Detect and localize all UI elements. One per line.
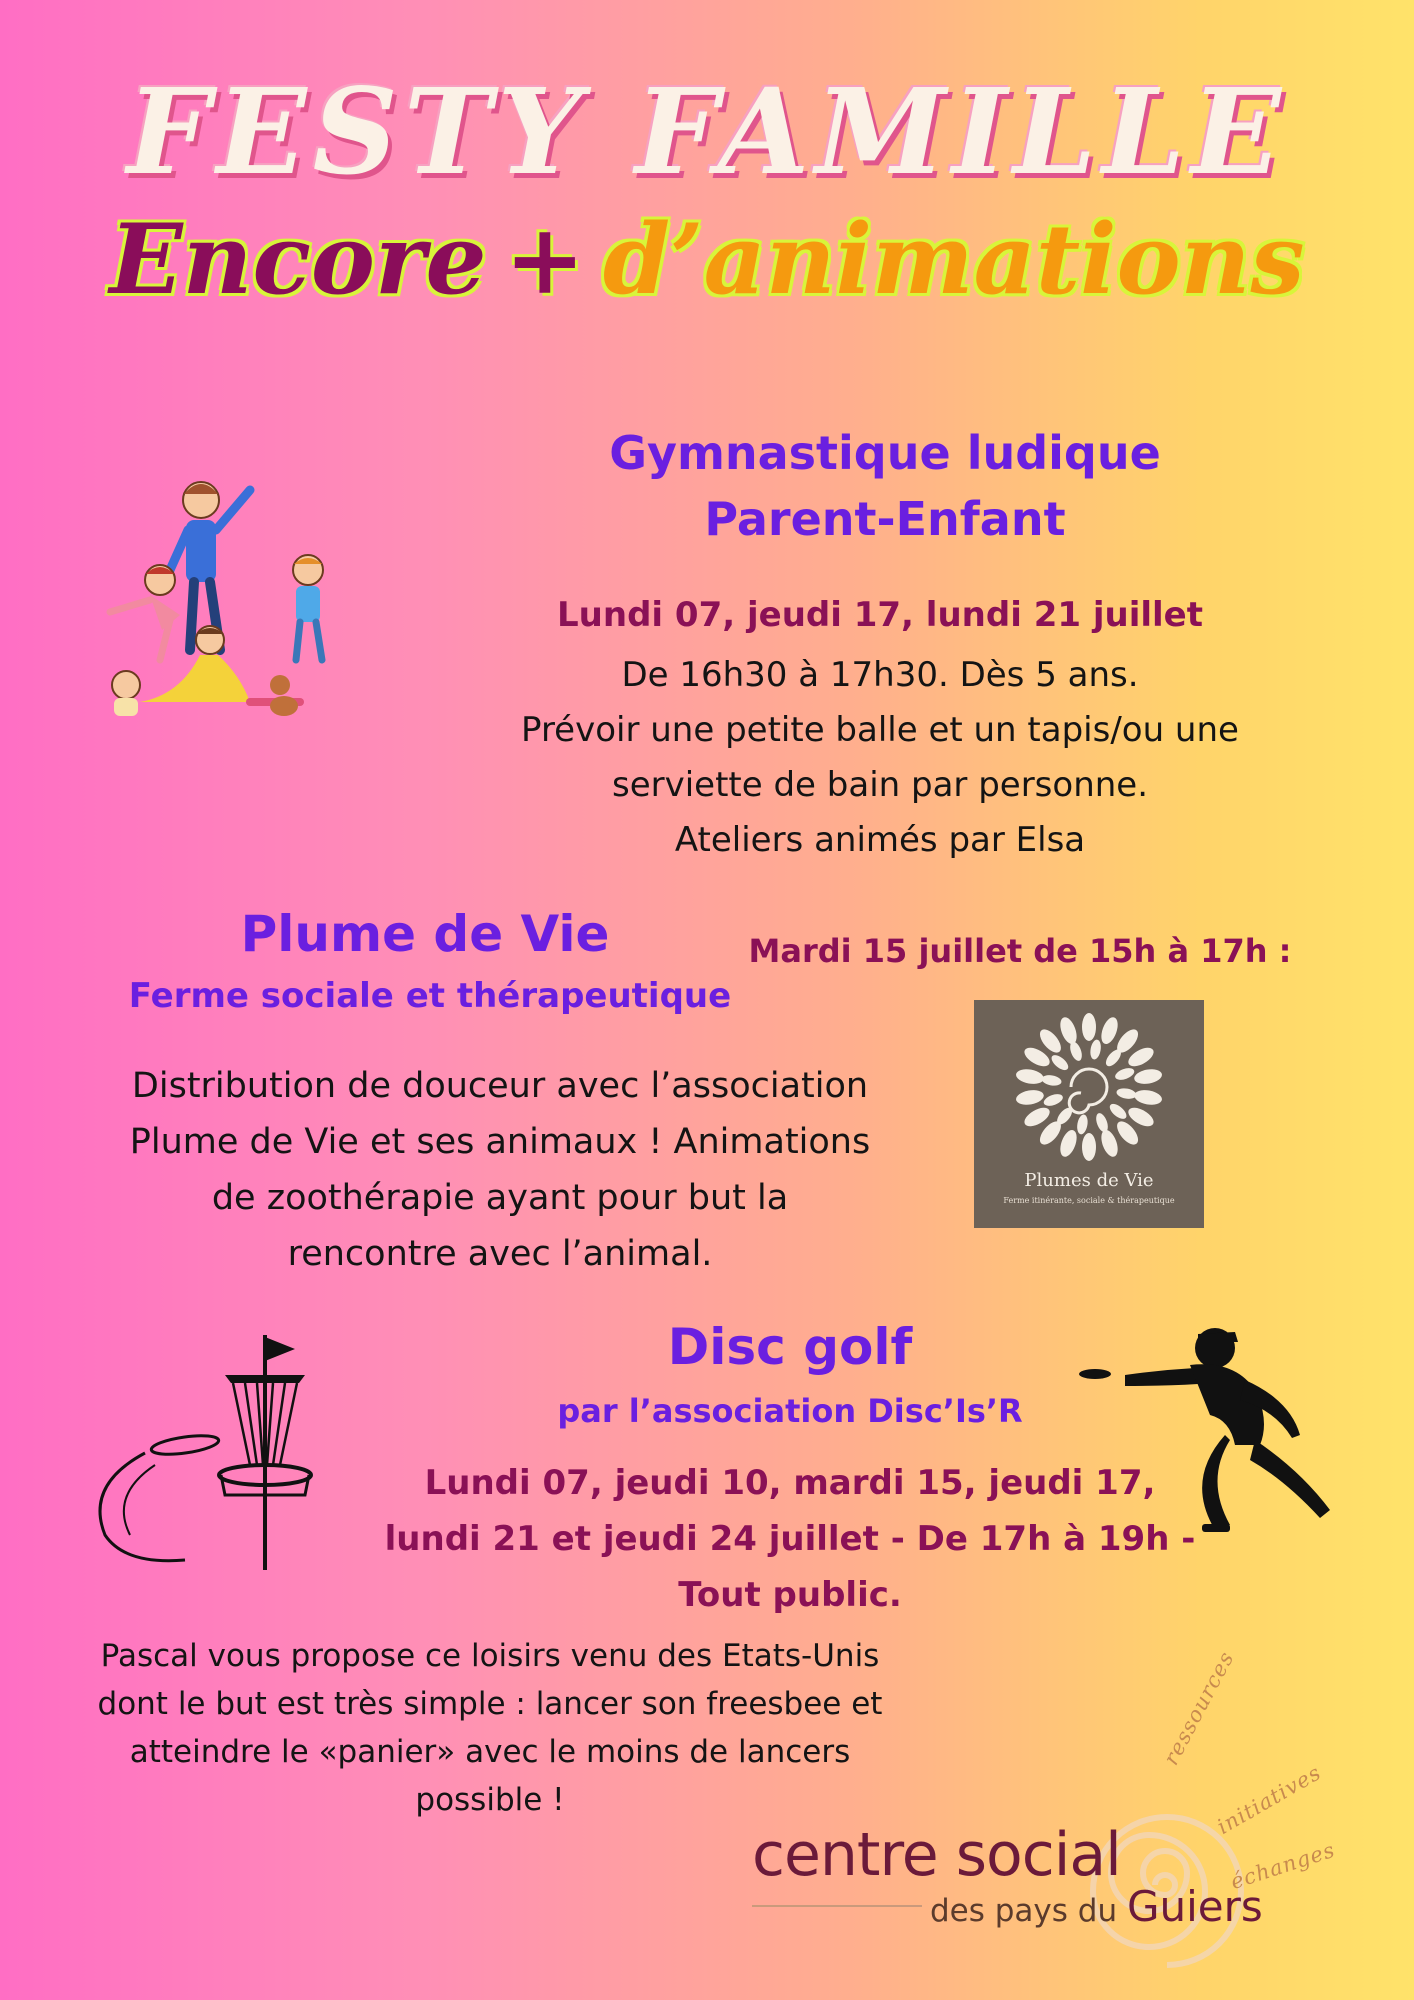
gym-line: Ateliers animés par Elsa xyxy=(674,820,1086,860)
subtitle-plus: + xyxy=(504,203,586,316)
gym-description xyxy=(380,648,1380,868)
logo-tagline: Ferme itinérante, sociale & thérapeutique xyxy=(1003,1196,1175,1205)
plume-date: Mardi 15 juillet de 15h à 17h : xyxy=(748,932,1292,970)
plume-line: de zoothérapie ayant pour but la xyxy=(211,1178,789,1218)
disc-subtitle: par l’association Disc’Is’R xyxy=(557,1392,1023,1430)
feather-mandala-icon xyxy=(1014,1012,1164,1162)
plume-subtitle: Ferme sociale et thérapeutique xyxy=(128,976,732,1016)
plume-line: rencontre avec l’animal. xyxy=(287,1234,713,1274)
logo-underline xyxy=(752,1905,922,1907)
plume-line: Plume de Vie et ses animaux ! Animations xyxy=(129,1122,871,1162)
gym-title-line2: Parent-Enfant xyxy=(704,492,1066,546)
disc-line: Pascal vous propose ce loisirs venu des Etats-Unis xyxy=(100,1638,880,1674)
logo-word-ressources: ressources xyxy=(1158,1647,1239,1769)
disc-date-line: Lundi 07, jeudi 10, mardi 15, jeudi 17, xyxy=(424,1463,1156,1503)
plume-description xyxy=(40,1058,960,1282)
centre-social-name: centre social xyxy=(752,1820,1121,1890)
centre-social-subtitle xyxy=(930,1882,1263,1931)
plumes-de-vie-logo xyxy=(974,1000,1204,1228)
disc-dates xyxy=(360,1455,1220,1623)
subtitle-animations: d’animations xyxy=(603,203,1305,316)
logo-word-initiatives: initiatives xyxy=(1213,1760,1326,1839)
plume-line: Distribution de douceur avec l’association xyxy=(131,1066,869,1106)
disc-golf-basket-icon xyxy=(85,1335,345,1575)
flyer-subtitle xyxy=(0,200,1414,320)
gym-title xyxy=(470,420,1300,552)
disc-description xyxy=(40,1632,940,1824)
disc-line: atteindre le «panier» avec le moins de lancers xyxy=(129,1734,851,1770)
gym-line: De 16h30 à 17h30. Dès 5 ans. xyxy=(621,655,1139,695)
org-sub-prefix: des pays du xyxy=(930,1893,1118,1929)
disc-title: Disc golf xyxy=(667,1318,913,1376)
subtitle-encore: Encore xyxy=(109,203,487,316)
logo-word-echanges: échanges xyxy=(1227,1837,1339,1894)
disc-date-line: lundi 21 et jeudi 24 juillet - De 17h à 19h - xyxy=(384,1519,1196,1559)
disc-line: dont le but est très simple : lancer son freesbee et xyxy=(97,1686,883,1722)
logo-name: Plumes de Vie xyxy=(1024,1170,1154,1191)
gym-dates: Lundi 07, jeudi 17, lundi 21 juillet xyxy=(557,595,1203,635)
disc-date-line: Tout public. xyxy=(678,1575,902,1615)
plume-title: Plume de Vie xyxy=(240,905,610,963)
gym-line: Prévoir une petite balle et un tapis/ou une xyxy=(521,710,1239,750)
family-gymnastics-illustration xyxy=(100,470,350,730)
disc-line: possible ! xyxy=(415,1782,565,1818)
gym-title-line1: Gymnastique ludique xyxy=(609,426,1161,480)
flyer-title: FESTY FAMILLE xyxy=(126,62,1288,201)
org-sub-name: Guiers xyxy=(1126,1882,1263,1931)
gym-line: serviette de bain par personne. xyxy=(611,765,1149,805)
